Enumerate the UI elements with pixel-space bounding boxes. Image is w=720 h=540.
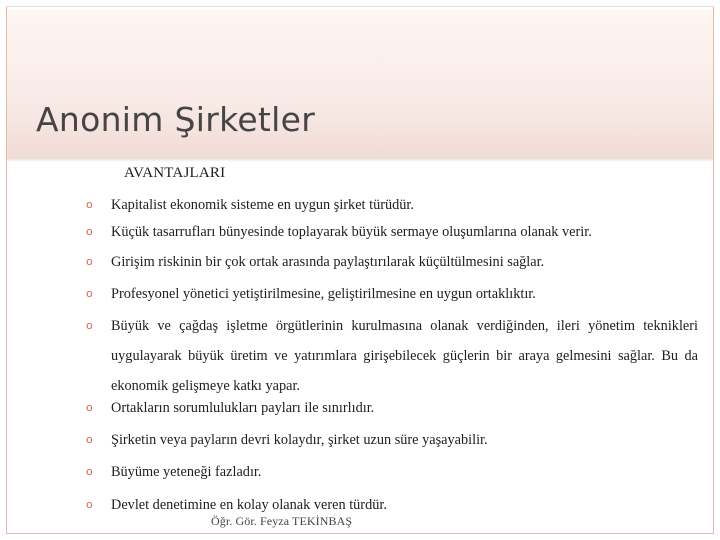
list-item (86, 222, 698, 242)
bullet-icon: o (86, 401, 93, 414)
section-heading: AVANTAJLARI (124, 165, 226, 181)
list-item (86, 462, 698, 482)
bullet-icon: o (86, 465, 93, 478)
bullet-text: Ortakların sorumlulukları payları ile sınırlıdır. (111, 400, 375, 416)
list-item (86, 495, 698, 515)
list-item (86, 195, 698, 215)
bullet-text: Şirketin veya payların devri kolaydır, şirket uzun süre yaşayabilir. (111, 432, 488, 448)
list-item (86, 398, 698, 418)
footer-author: Öğr. Gör. Feyza TEKİNBAŞ (211, 514, 353, 528)
bullet-text: Küçük tasarrufları bünyesinde toplayarak büyük sermaye oluşumlarına olanak verir. (111, 224, 592, 240)
bullet-text: Profesyonel yönetici yetiştirilmesine, geliştirilmesine en uygun ortaklıktır. (111, 286, 536, 302)
bullet-text: Büyük ve çağdaş işletme örgütlerinin kurulmasına olanak verdiğinden, ileri yönetim teknikleri uygulayarak büyük üretim ve yatırımlara girişebilecek güçlerin bir araya gelmesini sağlar. Bu da ekonomik gelişmeye katkı yapar. (111, 318, 698, 394)
bullet-icon: o (86, 498, 93, 511)
page-title: Anonim Şirketler (36, 100, 316, 139)
bullet-icon: o (86, 198, 93, 211)
list-item (86, 316, 698, 401)
bullet-icon: o (86, 319, 93, 332)
list-item (86, 252, 698, 272)
bullet-icon: o (86, 433, 93, 446)
bullet-icon: o (86, 225, 93, 238)
bullet-text: Büyüme yeteneği fazladır. (111, 464, 262, 480)
bullet-text: Girişim riskinin bir çok ortak arasında paylaştırılarak küçültülmesini sağlar. (111, 254, 545, 270)
bullet-icon: o (86, 287, 93, 300)
list-item (86, 284, 698, 304)
bullet-text: Devlet denetimine en kolay olanak veren türdür. (111, 497, 387, 513)
list-item (86, 430, 698, 450)
bullet-text: Kapitalist ekonomik sisteme en uygun şirket türüdür. (111, 197, 414, 213)
bullet-icon: o (86, 255, 93, 268)
